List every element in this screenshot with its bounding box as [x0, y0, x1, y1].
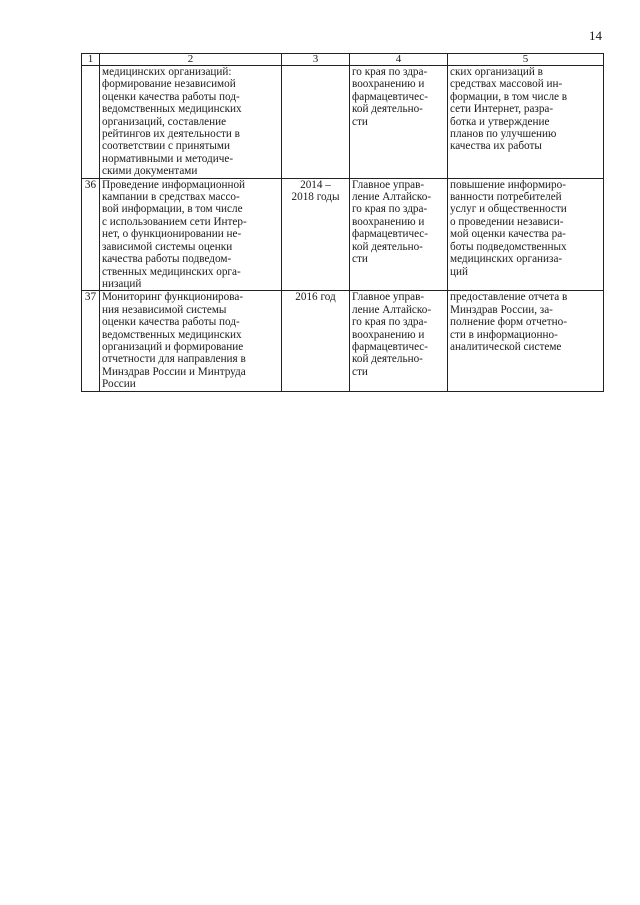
cell-line: воохранению и [352, 328, 425, 341]
cell-line: мой оценки качества ра- [450, 228, 566, 241]
column-header: 5 [448, 54, 604, 66]
table-row [82, 291, 604, 391]
cell-line: кой деятельно- [352, 353, 423, 366]
cell-line: предоставление отчета в [450, 291, 568, 304]
column-header: 3 [282, 54, 350, 66]
cell-line: Главное управ- [352, 178, 425, 191]
cell-line: воохранению и [352, 215, 425, 228]
cell-line: Минздрав России, за- [450, 303, 553, 316]
column-header: 1 [82, 54, 100, 66]
cell-line: го края по здра- [352, 66, 428, 78]
table-row [82, 66, 604, 179]
cell-line: сти [352, 253, 368, 266]
cell-line: формирование независимой [102, 78, 236, 91]
cell-line: оценки качества работы под- [102, 90, 240, 103]
cell-line: медицинских организа- [450, 253, 563, 266]
cell-line: медицинских организаций: [102, 66, 232, 78]
executor-cell [350, 291, 448, 391]
cell-line: качества работы подведом- [102, 253, 232, 266]
cell-line: воохранению и [352, 78, 425, 91]
cell-line: ния независимой системы [102, 303, 227, 316]
cell-line: кампании в средствах массо- [102, 191, 240, 204]
deadline-cell [282, 291, 350, 391]
cell-line: скими документами [102, 165, 198, 178]
cell-line: зависимой системы оценки [102, 240, 233, 253]
cell-line: полнение форм отчетно- [450, 316, 567, 329]
cell-line: Главное управ- [352, 291, 425, 304]
cell-line: ций [450, 265, 468, 278]
cell-line: го края по здра- [352, 203, 428, 216]
cell-line: го края по здра- [352, 316, 428, 329]
cell-line: сти [352, 365, 368, 378]
deadline-cell [282, 66, 350, 179]
cell-line: сети Интернет, разра- [450, 103, 554, 116]
cell-line: кой деятельно- [352, 240, 423, 253]
cell-line: услуг и общественности [450, 203, 567, 216]
cell-line: ственных медицинских орга- [102, 265, 241, 278]
cell-line: фармацевтичес- [352, 228, 429, 241]
table-body [82, 66, 604, 392]
cell-line: ведомственных медицинских [102, 103, 242, 116]
cell-line: качества их работы [450, 140, 542, 153]
cell-line: организаций, составление [102, 115, 227, 128]
cell-line: нормативными и методиче- [102, 152, 234, 165]
cell-line: планов по улучшению [450, 128, 557, 141]
deadline-cell [282, 178, 350, 291]
row-number-cell: 36 [82, 178, 100, 291]
page-number: 14 [589, 28, 602, 43]
cell-line: кой деятельно- [352, 103, 423, 116]
cell-line: боты подведомственных [450, 240, 567, 253]
cell-line: оценки качества работы под- [102, 316, 240, 329]
cell-line: России [102, 378, 136, 391]
activity-name-cell [100, 178, 282, 291]
row-number-cell [82, 66, 100, 179]
cell-line: ботка и утверждение [450, 115, 550, 128]
column-header: 2 [100, 54, 282, 66]
cell-line: сти в информационно- [450, 328, 558, 341]
expected-result-cell [448, 66, 604, 179]
cell-line: формации, в том числе в [450, 90, 568, 103]
expected-result-cell [448, 291, 604, 391]
cell-line: повышение информиро- [450, 178, 566, 191]
executor-cell [350, 66, 448, 179]
cell-line: аналитической системе [450, 340, 562, 353]
cell-line: вой информации, в том числе [102, 203, 243, 216]
cell-line: сти [352, 115, 368, 128]
cell-line: Мониторинг функционирова- [102, 291, 244, 304]
cell-line: фармацевтичес- [352, 340, 429, 353]
activity-name-cell [100, 291, 282, 391]
table-row [82, 178, 604, 291]
header-row [82, 54, 604, 66]
cell-line: о проведении независи- [450, 215, 564, 228]
cell-line: рейтингов их деятельности в [102, 128, 240, 141]
cell-line: Минздрав России и Минтруда [102, 365, 246, 378]
cell-line: ление Алтайско- [352, 303, 432, 316]
cell-line: Проведение информационной [102, 178, 246, 191]
cell-line: ванности потребителей [450, 191, 562, 204]
cell-line: ведомственных медицинских [102, 328, 242, 341]
cell-line: 2016 год [295, 291, 336, 304]
column-header: 4 [350, 54, 448, 66]
cell-line: организаций и формирование [102, 340, 244, 353]
cell-line: ление Алтайско- [352, 191, 432, 204]
expected-result-cell [448, 178, 604, 291]
cell-line: 2014 – [300, 178, 331, 191]
cell-line: средствах массовой ин- [450, 78, 563, 91]
cell-line: ских организаций в [450, 66, 543, 78]
row-number-cell: 37 [82, 291, 100, 391]
cell-line: фармацевтичес- [352, 90, 429, 103]
executor-cell [350, 178, 448, 291]
cell-line: с использованием сети Интер- [102, 215, 247, 228]
cell-line: 2018 годы [291, 191, 340, 204]
cell-line: отчетности для направления в [102, 353, 246, 366]
activity-name-cell [100, 66, 282, 179]
cell-line: нет, о функционировании не- [102, 228, 242, 241]
activity-plan-table [81, 53, 604, 392]
cell-line: низаций [102, 277, 142, 290]
cell-line: соответствии с принятыми [102, 140, 230, 153]
